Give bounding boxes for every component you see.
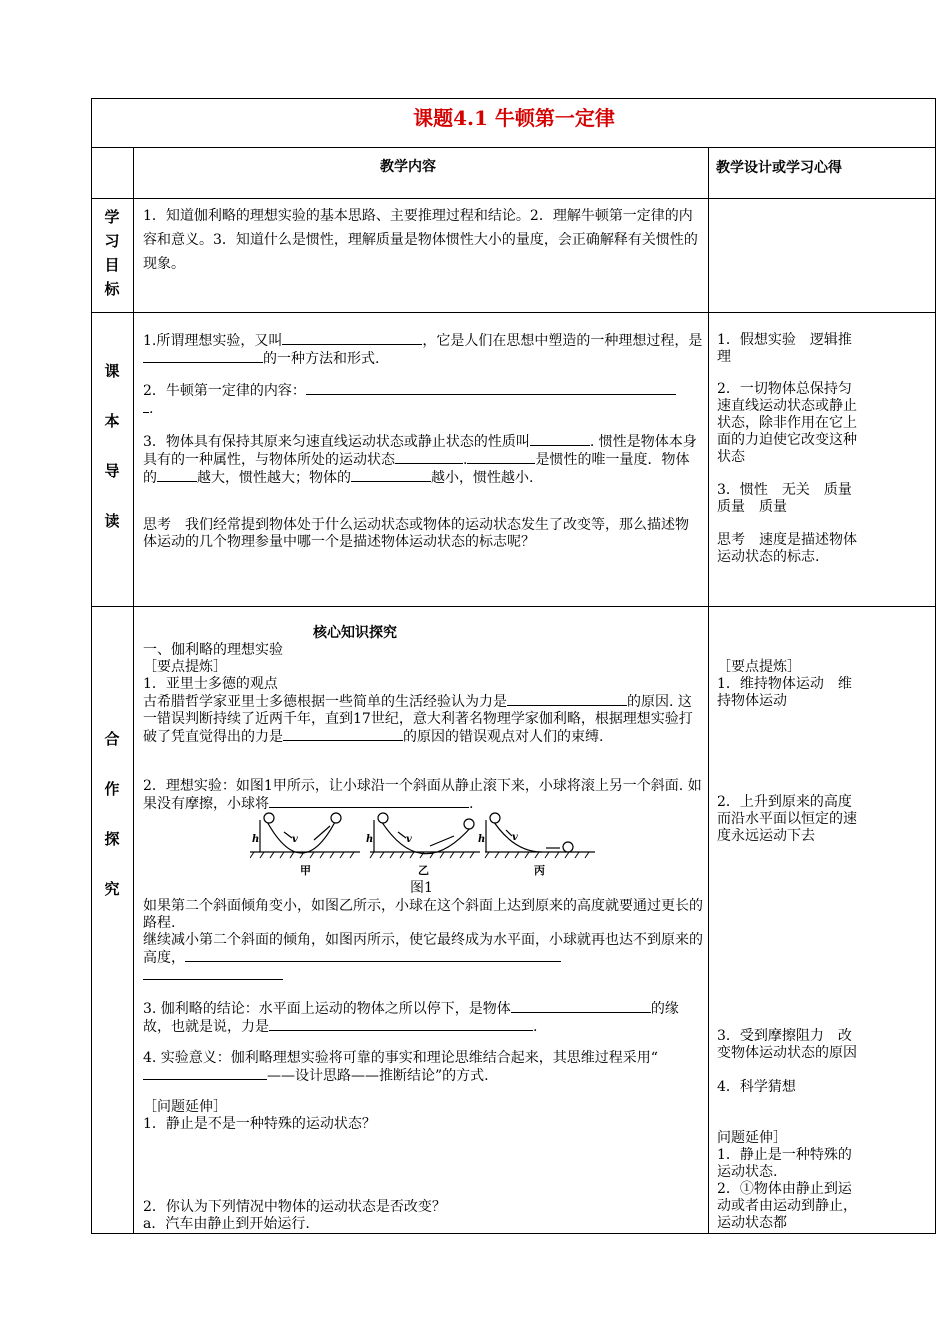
row-divider	[91, 312, 936, 313]
label-char: 课	[104, 362, 120, 380]
row-divider	[91, 198, 936, 199]
fig-label-c: 丙	[534, 864, 545, 877]
page-title: 课题4.1 牛顿第一定律	[413, 106, 615, 130]
header-notes: 教学设计或学习心得	[716, 160, 842, 176]
blank-field[interactable]	[143, 400, 149, 413]
q1-text-a: 1.所谓理想实验，又叫	[143, 333, 283, 349]
fig-label-a: 甲	[300, 864, 311, 877]
blank-field[interactable]	[530, 433, 590, 446]
blank-field[interactable]	[283, 728, 403, 741]
q3-text-f: 越小，惯性越小.	[431, 470, 534, 486]
note-item: 1．维持物体运动 维持物体运动	[717, 676, 852, 709]
explore-s1: 一、伽利略的理想实验	[143, 642, 283, 658]
p4-text-b: ——设计思路——推断结论”的方式.	[267, 1068, 489, 1084]
blank-field[interactable]	[507, 693, 627, 706]
preview-q1	[143, 332, 703, 368]
p3-text-c: .	[533, 1019, 538, 1035]
fig-label-b: 乙	[418, 864, 429, 877]
q3-text-e: 越大，惯性越大；物体的	[197, 470, 351, 486]
ball	[264, 813, 573, 852]
blank-field[interactable]	[185, 949, 561, 962]
explore-p3	[143, 1000, 703, 1036]
p1-text-a: 古希腊哲学家亚里士多德根据一些简单的生活经验认为力是	[143, 694, 507, 710]
label-char: 习	[104, 232, 120, 250]
preview-think: 思考 我们经常提到物体处于什么运动状态或物体的运动状态发生了改变等，那么描述物体运动的几个物理参量中哪一个是描述物体运动状态的标志呢？	[143, 517, 689, 550]
blank-field[interactable]	[269, 1018, 533, 1031]
q3-text-a: 3．物体具有保持其原来匀速直线运动状态或静止状态的性质叫	[143, 434, 530, 450]
explore-heading: 核心知识探究	[313, 625, 397, 641]
height-label: h	[478, 834, 486, 845]
note-item: 2．一切物体总保持匀速直线运动状态或静止状态，除非作用在它上面的力迫使它改变这种状态	[717, 381, 857, 465]
label-char: 究	[104, 880, 120, 898]
note-item: 1．假想实验 逻辑推理	[717, 332, 852, 365]
label-char: 读	[104, 512, 120, 530]
label-char: 合	[104, 730, 120, 748]
note-item: 2．①物体由静止到运动或者由运动到静止，运动状态都	[717, 1181, 857, 1231]
note-item: 3．惯性 无关 质量 质量 质量	[717, 482, 866, 515]
p1-text-c: 的原因的错误观点对人们的束缚.	[403, 729, 604, 745]
label-char: 目	[104, 256, 120, 274]
blank-field[interactable]	[351, 469, 431, 482]
label-char: 标	[104, 280, 120, 298]
q1-text-b: ，它是人们在思想中塑造的一种理想过程，是	[422, 333, 703, 349]
q3-text-b: . 惯性是物体本身具有的一种属性，与物体所处的运动状态	[143, 434, 697, 468]
explore-p2	[143, 778, 703, 813]
col-divider	[133, 147, 134, 1234]
figure-1	[250, 812, 610, 878]
blank-field[interactable]	[157, 469, 197, 482]
p2-text-a: 2．理想实验：如图1甲所示，让小球沿一个斜面从静止滚下来，小球将滚上另一个斜面. 如果没有摩擦，小球将	[143, 778, 702, 812]
note-item: 问题延伸］	[717, 1130, 787, 1146]
blank-field[interactable]	[306, 382, 676, 395]
p2-text-b: .	[469, 796, 474, 812]
explore-p1-title: 1．亚里士多德的观点	[143, 676, 278, 692]
preview-q2: 2．牛顿第一定律的内容： .	[143, 382, 703, 418]
row-divider	[91, 606, 936, 607]
explore-ext2a: a．汽车由静止到开始运行.	[143, 1216, 310, 1232]
explore-ext2: 2．你认为下列情况中物体的运动状态是否改变？	[143, 1199, 446, 1215]
note-item: 思考 速度是描述物体运动状态的标志.	[717, 532, 857, 565]
explore-ext1: 1．静止是不是一种特殊的运动状态？	[143, 1116, 376, 1132]
preview-q3	[143, 433, 703, 487]
velocity-label: v	[292, 834, 298, 845]
header-content: 教学内容	[380, 159, 436, 175]
p3-text-a: 3. 伽利略的结论：水平面上运动的物体之所以停下，是物体	[143, 1001, 511, 1017]
label-char: 作	[104, 780, 120, 798]
explore-p4	[143, 1050, 703, 1085]
row-divider	[91, 147, 936, 148]
explore-p2d	[143, 932, 703, 985]
height-label: h	[366, 834, 374, 845]
blank-field[interactable]	[143, 1067, 267, 1080]
col-divider	[708, 147, 709, 1234]
explore-ext-heading: ［问题延伸］	[143, 1099, 227, 1115]
note-item: 4．科学猜想	[717, 1079, 796, 1095]
blank-field[interactable]	[467, 451, 535, 464]
explore-p1	[143, 693, 703, 746]
label-char: 探	[104, 830, 120, 848]
blank-field[interactable]	[269, 795, 469, 808]
figure-caption: 图1	[410, 880, 433, 896]
label-char: 本	[104, 412, 120, 430]
blank-field[interactable]	[282, 332, 422, 345]
label-char: 导	[104, 462, 120, 480]
p4-text-a: 4. 实验意义：伽利略理想实验将可靠的事实和理论思维结合起来，其思维过程采用“	[143, 1050, 658, 1066]
blank-field[interactable]	[143, 967, 283, 980]
velocity-label: v	[406, 834, 412, 845]
q3-text-d: 是惯性的唯一量度．物体的	[143, 452, 690, 486]
note-item: 1．静止是一种特殊的运动状态.	[717, 1147, 852, 1180]
note-item: 3．受到摩擦阻力 改变物体运动状态的原因	[717, 1028, 857, 1061]
q3-text-c: .	[463, 452, 468, 468]
p3-text-b: 的缘故，也就是说，力是	[143, 1001, 679, 1035]
note-item: 2．上升到原来的高度 而沿水平面以恒定的速度永远运动下去	[717, 794, 866, 844]
q2-text-a: 2．牛顿第一定律的内容：	[143, 383, 306, 399]
velocity-label: v	[512, 832, 518, 843]
objectives-text: 1．知道伽利略的理想实验的基本思路、主要推理过程和结论。2．理解牛顿第一定律的内容和意义。3．知道什么是惯性，理解质量是物体惯性大小的量度，会正确解释有关惯性的现象。	[143, 208, 698, 272]
p2-text-d: 继续减小第二个斜面的倾角，如图丙所示，使它最终成为水平面，小球就再也达不到原来的高度，	[143, 932, 703, 966]
explore-key-points: ［要点提炼］	[143, 659, 227, 675]
label-char: 学	[104, 208, 120, 226]
explore-p2c: 如果第二个斜面倾角变小，如图乙所示，小球在这个斜面上达到原来的高度就要通过更长的路程.	[143, 898, 703, 931]
blank-field[interactable]	[395, 451, 463, 464]
blank-field[interactable]	[511, 1000, 651, 1013]
q1-text-c: 的一种方法和形式.	[263, 351, 380, 367]
blank-field[interactable]	[143, 350, 263, 363]
note-item: ［要点提炼］	[717, 659, 801, 675]
p1-text-b: 的原因. 这一错误判断持续了近两千年，直到17世纪，意大利著名物理学家伽利略，根据理想实验打破了凭直觉得出的力是	[143, 694, 693, 745]
height-label: h	[252, 834, 260, 845]
